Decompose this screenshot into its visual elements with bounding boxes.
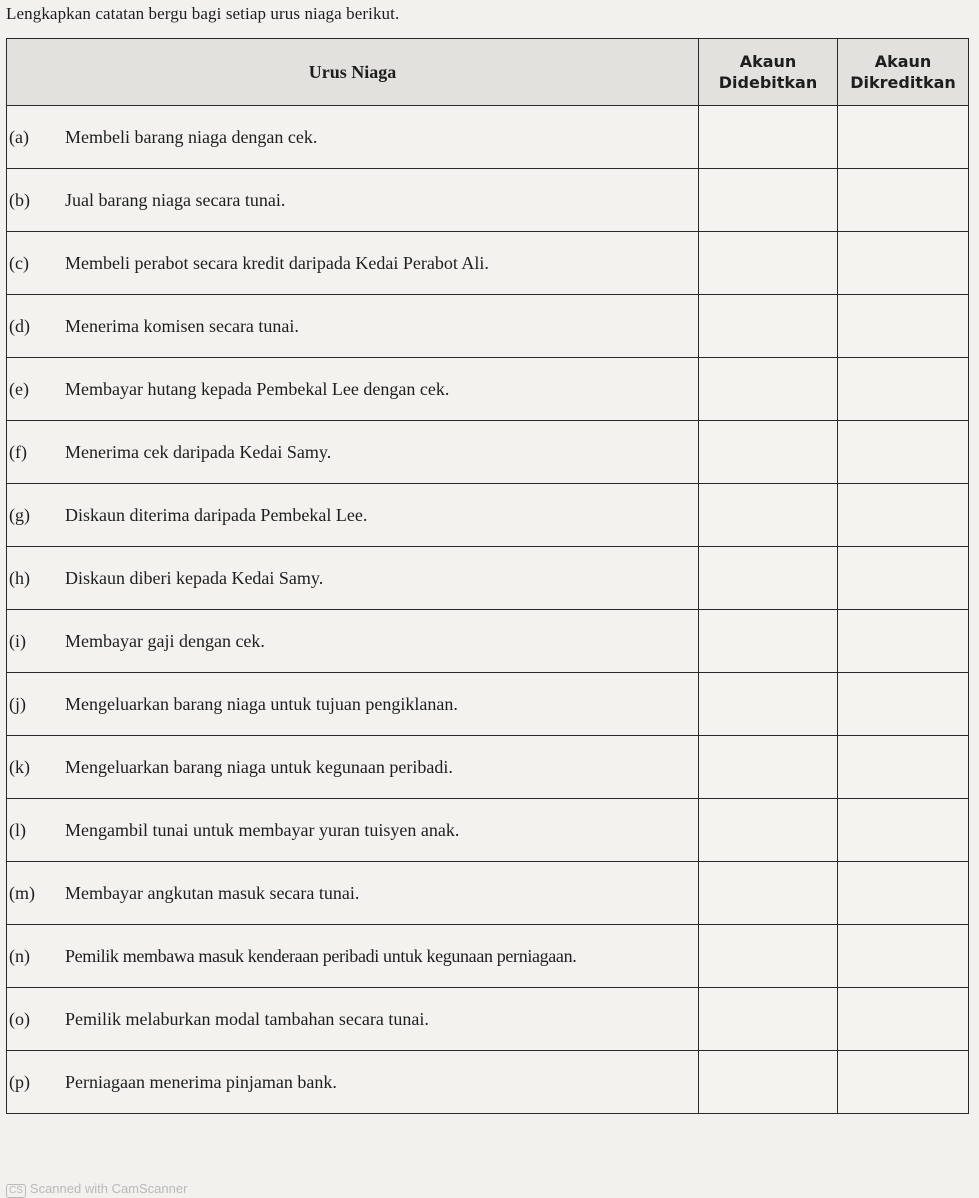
- transaction-letter: (a): [9, 126, 29, 147]
- table-row: [7, 421, 969, 484]
- debit-account-cell[interactable]: [699, 295, 838, 358]
- transaction-cell: [7, 799, 699, 862]
- transaction-letter: (l): [9, 819, 26, 840]
- credit-account-cell[interactable]: [838, 358, 969, 421]
- transaction-description: Diskaun diterima daripada Pembekal Lee.: [65, 504, 368, 525]
- transaction-description: Membayar angkutan masuk secara tunai.: [65, 882, 360, 903]
- table-row: [7, 736, 969, 799]
- transaction-cell: [7, 421, 699, 484]
- table-row: [7, 610, 969, 673]
- transaction-cell: [7, 988, 699, 1051]
- debit-account-cell[interactable]: [699, 610, 838, 673]
- credit-account-cell[interactable]: [838, 232, 969, 295]
- transaction-letter: (i): [9, 630, 26, 651]
- transaction-letter: (o): [9, 1008, 30, 1029]
- transaction-letter: (e): [9, 378, 29, 399]
- credit-account-cell[interactable]: [838, 736, 969, 799]
- credit-account-cell[interactable]: [838, 295, 969, 358]
- header-akaun-didebitkan: [699, 39, 838, 106]
- transaction-description: Membeli barang niaga dengan cek.: [65, 126, 318, 147]
- transaction-description: Membayar gaji dengan cek.: [65, 630, 265, 651]
- debit-account-cell[interactable]: [699, 169, 838, 232]
- debit-account-cell[interactable]: [699, 421, 838, 484]
- transaction-cell: [7, 862, 699, 925]
- transaction-description: Pemilik membawa masuk kenderaan peribadi untuk kegunaan perniagaan.: [65, 945, 577, 966]
- table-row: [7, 925, 969, 988]
- debit-account-cell[interactable]: [699, 232, 838, 295]
- credit-account-cell[interactable]: [838, 925, 969, 988]
- credit-account-cell[interactable]: [838, 610, 969, 673]
- transaction-letter: (j): [9, 693, 26, 714]
- credit-account-cell[interactable]: [838, 673, 969, 736]
- debit-account-cell[interactable]: [699, 988, 838, 1051]
- table-row: [7, 988, 969, 1051]
- table-row: [7, 106, 969, 169]
- transaction-description: Jual barang niaga secara tunai.: [65, 189, 286, 210]
- transaction-description: Mengeluarkan barang niaga untuk kegunaan peribadi.: [65, 756, 453, 777]
- transaction-letter: (k): [9, 756, 30, 777]
- transaction-letter: (n): [9, 945, 30, 966]
- credit-account-cell[interactable]: [838, 484, 969, 547]
- transaction-cell: [7, 484, 699, 547]
- transaction-letter: (p): [9, 1071, 30, 1092]
- transaction-cell: [7, 232, 699, 295]
- transaction-letter: (h): [9, 567, 30, 588]
- table-row: [7, 484, 969, 547]
- header-credit-line2: Dikreditkan: [850, 73, 956, 92]
- transaction-cell: [7, 295, 699, 358]
- table-row: [7, 358, 969, 421]
- transaction-description: Menerima cek daripada Kedai Samy.: [65, 441, 332, 462]
- transaction-letter: (c): [9, 252, 29, 273]
- transaction-cell: [7, 547, 699, 610]
- header-debit-line2: Didebitkan: [718, 73, 818, 92]
- transaction-cell: [7, 169, 699, 232]
- credit-account-cell[interactable]: [838, 421, 969, 484]
- header-debit-line1: Akaun: [739, 52, 797, 71]
- transaction-cell: [7, 673, 699, 736]
- debit-account-cell[interactable]: [699, 1051, 838, 1114]
- transaction-description: Mengambil tunai untuk membayar yuran tuisyen anak.: [65, 819, 460, 840]
- transaction-description: Membeli perabot secara kredit daripada Kedai Perabot Ali.: [65, 252, 489, 273]
- transaction-cell: [7, 736, 699, 799]
- transaction-cell: [7, 106, 699, 169]
- transaction-description: Menerima komisen secara tunai.: [65, 315, 299, 336]
- transaction-description: Pemilik melaburkan modal tambahan secara tunai.: [65, 1008, 429, 1029]
- credit-account-cell[interactable]: [838, 988, 969, 1051]
- transaction-description: Perniagaan menerima pinjaman bank.: [65, 1071, 337, 1092]
- debit-account-cell[interactable]: [699, 547, 838, 610]
- credit-account-cell[interactable]: [838, 799, 969, 862]
- transaction-letter: (g): [9, 504, 30, 525]
- table-row: [7, 673, 969, 736]
- table-row: [7, 1051, 969, 1114]
- transaction-cell: [7, 925, 699, 988]
- transaction-cell: [7, 358, 699, 421]
- header-credit-line1: Akaun: [874, 52, 932, 71]
- table-row: [7, 862, 969, 925]
- double-entry-table: [6, 38, 969, 1114]
- debit-account-cell[interactable]: [699, 736, 838, 799]
- transaction-description: Membayar hutang kepada Pembekal Lee dengan cek.: [65, 378, 450, 399]
- camscanner-logo-icon: CS: [6, 1184, 26, 1198]
- scanner-watermark: [6, 1181, 187, 1198]
- debit-account-cell[interactable]: [699, 673, 838, 736]
- transaction-letter: (m): [9, 882, 35, 903]
- transaction-description: Diskaun diberi kepada Kedai Samy.: [65, 567, 324, 588]
- debit-account-cell[interactable]: [699, 484, 838, 547]
- table-row: [7, 295, 969, 358]
- instruction-text: Lengkapkan catatan bergu bagi setiap urus niaga berikut.: [6, 4, 400, 23]
- transaction-letter: (d): [9, 315, 30, 336]
- debit-account-cell[interactable]: [699, 358, 838, 421]
- transaction-letter: (b): [9, 189, 30, 210]
- table-row: [7, 232, 969, 295]
- scanner-watermark-text: Scanned with CamScanner: [29, 1181, 188, 1196]
- debit-account-cell[interactable]: [699, 862, 838, 925]
- credit-account-cell[interactable]: [838, 862, 969, 925]
- debit-account-cell[interactable]: [699, 925, 838, 988]
- table-body: [7, 106, 969, 1114]
- transaction-letter: (f): [9, 441, 27, 462]
- table-header-row: [7, 39, 969, 106]
- table-row: [7, 547, 969, 610]
- transaction-description: Mengeluarkan barang niaga untuk tujuan pengiklanan.: [65, 693, 458, 714]
- table-row: [7, 799, 969, 862]
- credit-account-cell[interactable]: [838, 1051, 969, 1114]
- transaction-cell: [7, 1051, 699, 1114]
- credit-account-cell[interactable]: [838, 169, 969, 232]
- header-akaun-dikreditkan: [838, 39, 969, 106]
- credit-account-cell[interactable]: [838, 547, 969, 610]
- debit-account-cell[interactable]: [699, 799, 838, 862]
- header-urus-niaga: Urus Niaga: [7, 39, 699, 106]
- debit-account-cell[interactable]: [699, 106, 838, 169]
- table-row: [7, 169, 969, 232]
- credit-account-cell[interactable]: [838, 106, 969, 169]
- transaction-cell: [7, 610, 699, 673]
